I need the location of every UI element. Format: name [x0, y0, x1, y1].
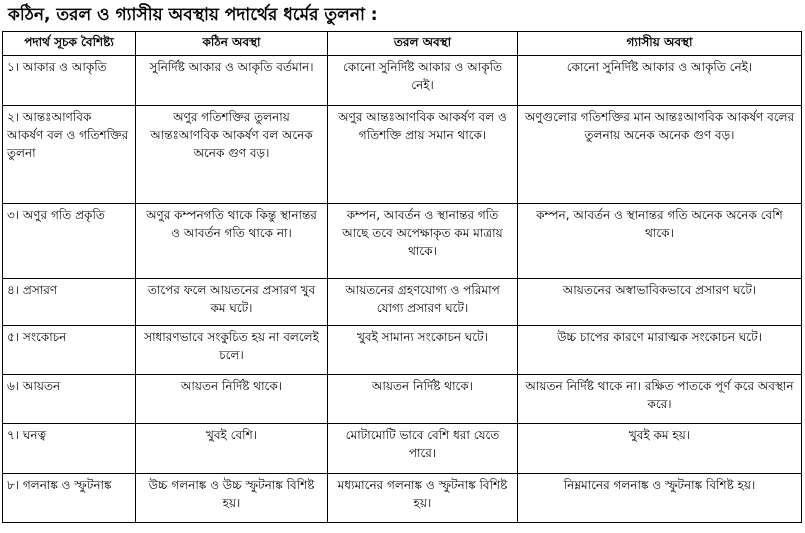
- table-row: [3, 326, 802, 375]
- gas-cell: কোনো সুনির্দিষ্ট আকার ও আকৃতি নেই।: [518, 56, 802, 106]
- gas-cell: আয়তনের অস্বাভাবিকভাবে প্রসারণ ঘটে।: [518, 279, 802, 326]
- table-row: [3, 279, 802, 326]
- column-header-liquid: তরল অবস্থা: [328, 32, 518, 56]
- liquid-cell: অণুর আন্তঃআণবিক আকর্ষণ বল ও গতিশক্তি প্রায় সমান থাকে।: [328, 106, 518, 204]
- column-header-gas: গ্যাসীয় অবস্থা: [518, 32, 802, 56]
- gas-cell: উচ্চ চাপের কারণে মারাত্মক সংকোচন ঘটে।: [518, 326, 802, 375]
- table-row: [3, 56, 802, 106]
- table-row: [3, 375, 802, 424]
- comparison-table: [2, 31, 802, 523]
- solid-cell: উচ্চ গলনাঙ্ক ও উচ্চ স্ফুটনাঙ্ক বিশিষ্ট হয়।: [136, 474, 328, 523]
- property-cell: ৬। আয়তন: [3, 375, 136, 424]
- page-title: কঠিন, তরল ও গ্যাসীয় অবস্থায় পদার্থের ধর্মের তুলনা :: [8, 5, 378, 25]
- column-header-property: পদার্থ সূচক বৈশিষ্ট্য: [3, 32, 136, 56]
- solid-cell: সাধারণভাবে সংকুচিত হয় না বললেই চলে।: [136, 326, 328, 375]
- table-row: [3, 204, 802, 279]
- gas-cell: নিম্নমানের গলনাঙ্ক ও স্ফুটনাঙ্ক বিশিষ্ট হয়।: [518, 474, 802, 523]
- solid-cell: খুবই বেশি।: [136, 424, 328, 474]
- solid-cell: অণুর গতিশক্তির তুলনায় আন্তঃআণবিক আকর্ষণ বল অনেক অনেক গুণ বড়।: [136, 106, 328, 204]
- gas-cell: আয়তন নির্দিষ্ট থাকে না। রক্ষিত পাতকে পূর্ণ করে অবস্থান করে।: [518, 375, 802, 424]
- table-row: [3, 474, 802, 523]
- property-cell: ৪। প্রসারণ: [3, 279, 136, 326]
- property-cell: ৮। গলনাঙ্ক ও স্ফুটনাঙ্ক: [3, 474, 136, 523]
- property-cell: ২। আন্তঃআণবিক আকর্ষণ বল ও গতিশক্তির তুলনা: [3, 106, 136, 204]
- liquid-cell: মোটামোটি ভাবে বেশি ধরা যেতে পারে।: [328, 424, 518, 474]
- liquid-cell: আয়তন নির্দিষ্ট থাকে।: [328, 375, 518, 424]
- table-row: [3, 106, 802, 204]
- solid-cell: আয়তন নির্দিষ্ট থাকে।: [136, 375, 328, 424]
- gas-cell: খুবই কম হয়।: [518, 424, 802, 474]
- header-row: [3, 32, 802, 56]
- solid-cell: তাপের ফলে আয়তনের প্রসারণ খুব কম ঘটে।: [136, 279, 328, 326]
- solid-cell: অণুর কম্পনগতি থাকে কিন্তু স্থানান্তর ও আবর্তন গতি থাকে না।: [136, 204, 328, 279]
- liquid-cell: মধ্যমানের গলনাঙ্ক ও স্ফুটনাঙ্ক বিশিষ্ট হয়।: [328, 474, 518, 523]
- liquid-cell: আয়তনের গ্রহণযোগ্য ও পরিমাপ যোগ্য প্রসারণ ঘটে।: [328, 279, 518, 326]
- liquid-cell: কম্পন, আবর্তন ও স্থানান্তর গতি আছে তবে অপেক্ষাকৃত কম মাত্রায় থাকে।: [328, 204, 518, 279]
- gas-cell: অণুগুলোর গতিশক্তির মান আন্তঃআণবিক আকর্ষণ বলের তুলনায় অনেক অনেক গুণ বড়।: [518, 106, 802, 204]
- property-cell: ১। আকার ও আকৃতি: [3, 56, 136, 106]
- liquid-cell: কোনো সুনির্দিষ্ট আকার ও আকৃতি নেই।: [328, 56, 518, 106]
- gas-cell: কম্পন, আবর্তন ও স্থানান্তর গতি অনেক অনেক বেশি থাকে।: [518, 204, 802, 279]
- property-cell: ৭। ঘনত্ব: [3, 424, 136, 474]
- property-cell: ৩। অণুর গতি প্রকৃতি: [3, 204, 136, 279]
- solid-cell: সুনির্দিষ্ট আকার ও আকৃতি বর্তমান।: [136, 56, 328, 106]
- liquid-cell: খুবই সামান্য সংকোচন ঘটে।: [328, 326, 518, 375]
- table-row: [3, 424, 802, 474]
- column-header-solid: কঠিন অবস্থা: [136, 32, 328, 56]
- property-cell: ৫। সংকোচন: [3, 326, 136, 375]
